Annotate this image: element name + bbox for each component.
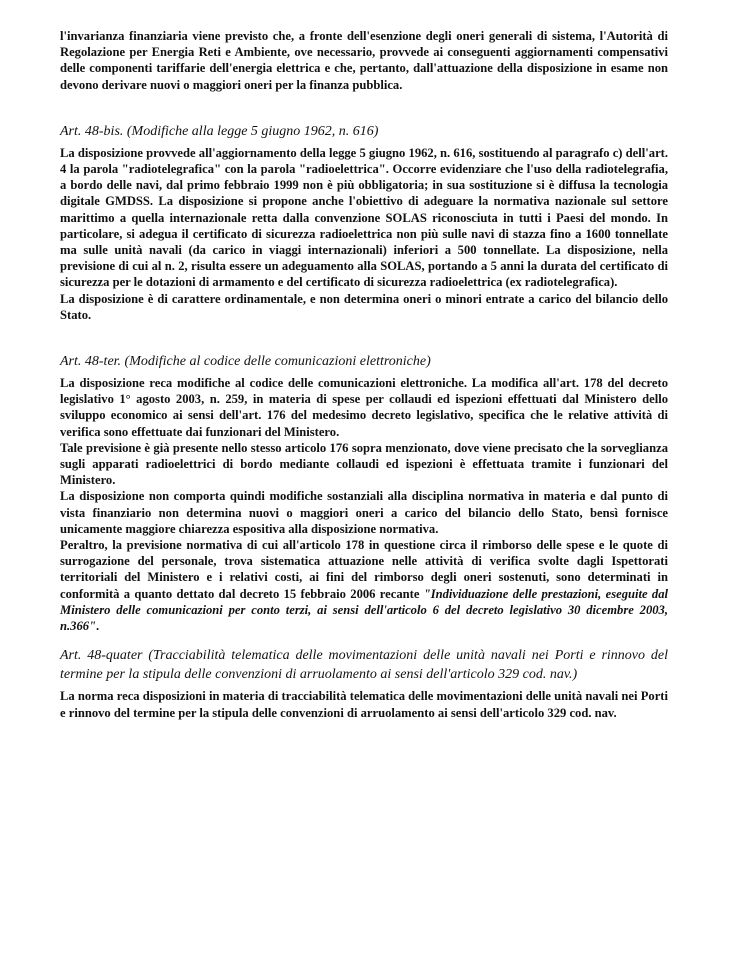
heading-art-48-quater: Art. 48-quater (Tracciabilità telematica delle movimentazioni delle unità navali nei Porti e rinnovo del termine per la stipula delle convenzioni di arruolamento ai sensi dell'articolo 329 cod. nav.) <box>60 648 668 683</box>
section-art-48-bis <box>60 123 668 323</box>
art-48-bis-paragraph-2: La disposizione è di carattere ordinamentale, e non determina oneri o minori entrate a carico del bilancio dello Stato. <box>60 291 668 322</box>
intro-paragraph: l'invarianza finanziaria viene previsto che, a fronte dell'esenzione degli oneri generali di sistema, l'Autorità di Regolazione per Energia Reti e Ambiente, ove necessario, provvede ai conseguenti aggiornamenti compensativi delle componenti tariffarie dell'energia elettrica e che, pertanto, dall'attuazione della disposizione in esame non devono derivare nuovi o maggiori oneri per la finanza pubblica. <box>60 29 668 92</box>
art-48-bis-paragraph-1: La disposizione provvede all'aggiornamento della legge 5 giugno 1962, n. 616, sostituendo al paragrafo c) dell'art. 4 la parola "radiotelegrafica" con la parola "radioelettrica". Occorre evidenziare che l'uso della radiotelegrafia, a bordo delle navi, dal primo febbraio 1999 non è più obbligatoria; in sua sostituzione si è diffusa la tecnologia digitale GMDSS. La disposizione si propone anche l'obiettivo di adeguare la normativa nazionale sul settore marittimo a quella internazionale retta dalla convenzione SOLAS riconosciuta in tutti i Paesi del mondo. In particolare, si adegua il certificato di sicurezza radioelettrica non più sulle navi di stazza fino a 1600 tonnellate ma sulle unità navali (da carico in viaggi internazionali) inferiori a 500 tonnellate. La disposizione, nella previsione di cui al n. 2, risulta essere un adeguamento alla SOLAS, portando a 5 anni la durata del certificato di sicurezza per le dotazioni di armamento e del certificato di sicurezza radioelettrica (ex radiotelegrafica). <box>60 145 668 290</box>
art-48-ter-paragraph-1: La disposizione reca modifiche al codice delle comunicazioni elettroniche. La modifica all'art. 178 del decreto legislativo 1° agosto 2003, n. 259, in materia di spese per collaudi ed ispezioni effettuati dal Ministero dello sviluppo economico ai sensi dell'art. 176 del medesimo decreto legislativo, specifica che le relative attività di verifica sono effettuate dai funzionari del Ministero. <box>60 376 668 439</box>
heading-art-48-bis: Art. 48-bis. (Modifiche alla legge 5 giugno 1962, n. 616) <box>60 123 379 139</box>
document-page <box>60 28 668 721</box>
art-48-ter-paragraph-4 <box>60 537 668 634</box>
art-48-ter-paragraph-3: La disposizione non comporta quindi modifiche sostanziali alla disciplina normativa in materia e dal punto di vista finanziario non determina nuovi o maggiori oneri a carico del bilancio dello Stato, bensì fornisce unicamente maggiore chiarezza espositiva alla disposizione normativa. <box>60 489 668 536</box>
art-48-ter-p4-text: Peraltro, la previsione normativa di cui all'articolo 178 in questione circa il rimborso delle spese e le quote di surrogazione del personale, trova sistematica attuazione nelle attività di verifica svolte dagli Ispettorati territoriali del Ministero e i relativi costi, ai fini del rimborso degli oneri sostenuti, sono determinati in conformità a quanto dettato dal decreto 15 febbraio 2006 recante <box>60 538 668 601</box>
art-48-ter-paragraph-2: Tale previsione è già presente nello stesso articolo 176 sopra menzionato, dove viene precisato che la sorveglianza sugli apparati radioelettrici di bordo mediante collaudi ed ispezioni è effettuata tramite i funzionari del Ministero. <box>60 440 668 488</box>
art-48-quater-paragraph-1: La norma reca disposizioni in materia di tracciabilità telematica delle movimentazioni delle unità navali nei Porti e rinnovo del termine per la stipula delle convenzioni di arruolamento ai sensi dell'articolo 329 cod. nav. <box>60 689 668 720</box>
section-art-48-quater <box>60 646 668 720</box>
art-48-ter-p4-quote: "Individuazione delle prestazioni, eseguite dal Ministero delle comunicazioni per conto terzi, ai sensi dell'articolo 6 del decreto legislativo 30 dicembre 2003, n.366" <box>60 586 668 634</box>
art-48-ter-p4-end: . <box>96 619 100 634</box>
heading-art-48-ter: Art. 48-ter. (Modifiche al codice delle comunicazioni elettroniche) <box>60 354 431 370</box>
section-art-48-ter <box>60 353 668 634</box>
